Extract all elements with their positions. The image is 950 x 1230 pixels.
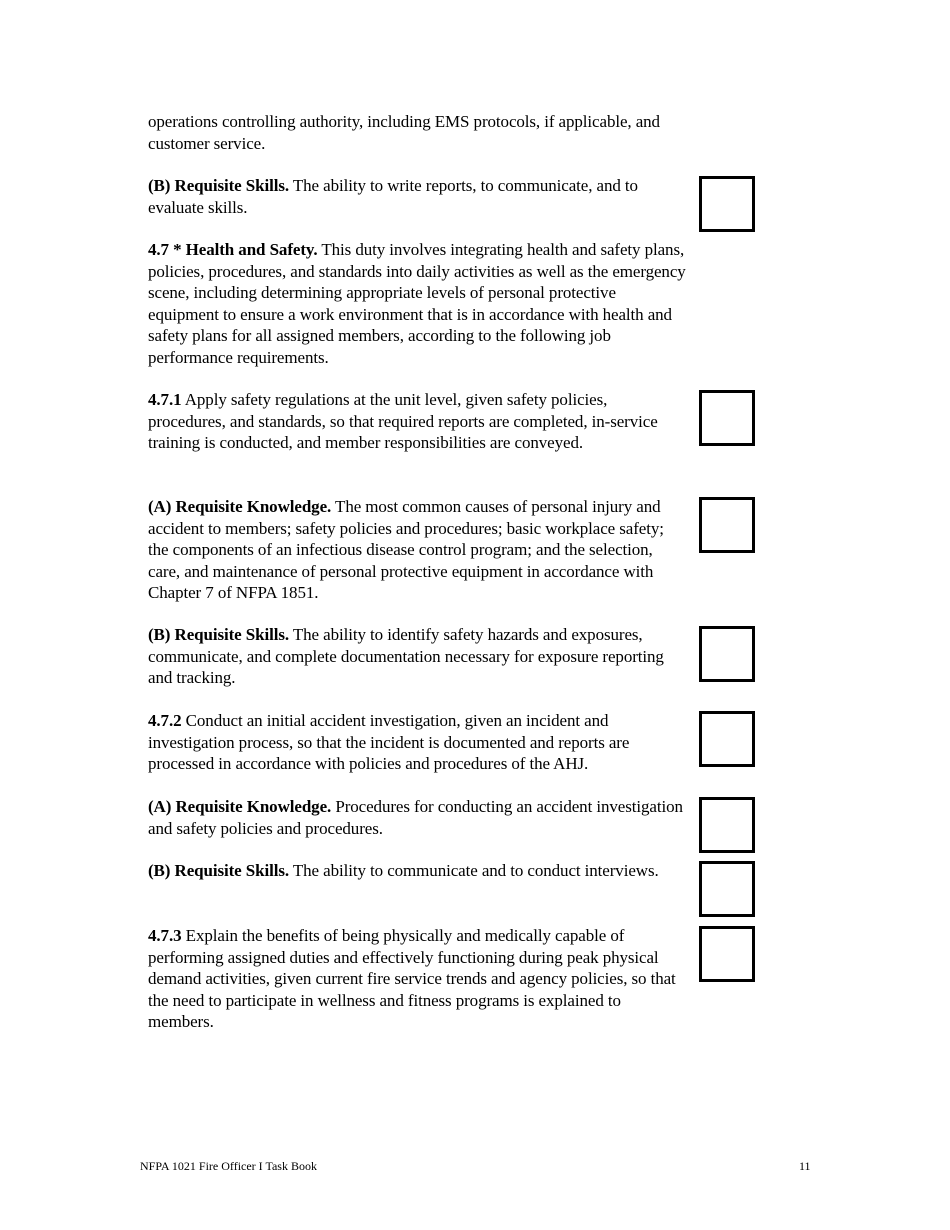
paragraph-label: 4.7.2 xyxy=(148,711,182,730)
paragraph-text: The ability to write reports, to communicate, and to evaluate skills. xyxy=(148,176,638,217)
page-number: 11 xyxy=(799,1159,811,1173)
paragraph-label: (A) Requisite Knowledge. xyxy=(148,497,332,516)
paragraph-requisite-skills-1 xyxy=(148,175,688,218)
paragraph-text: The most common causes of personal injury and accident to members; safety policies and procedures; basic workplace safety; the components of an infectious disease control program; and the selection, care, and maintenance of personal protective equipment in accordance with Chapter 7 of NFPA 1851. xyxy=(148,497,664,603)
paragraph-section-4-7-3 xyxy=(148,925,688,1033)
paragraph-label: 4.7 * Health and Safety. xyxy=(148,240,318,259)
paragraph-text: Explain the benefits of being physically and medically capable of performing assigned duties and effectively functioning during peak physical demand activities, given current fire service trends and agency policies, so that the need to participate in wellness and fitness programs is explained to members. xyxy=(148,926,676,1032)
footer-title: NFPA 1021 Fire Officer I Task Book xyxy=(140,1159,317,1173)
checkbox-requisite-skills-1[interactable] xyxy=(699,176,755,232)
paragraph-continuation xyxy=(148,111,688,154)
paragraph-text: Procedures for conducting an accident investigation and safety policies and procedures. xyxy=(148,797,683,838)
paragraph-label: 4.7.3 xyxy=(148,926,182,945)
checkbox-requisite-knowledge-2[interactable] xyxy=(699,797,755,853)
paragraph-section-4-7-1 xyxy=(148,389,688,454)
checkbox-section-4-7-2[interactable] xyxy=(699,711,755,767)
paragraph-text: This duty involves integrating health and safety plans, policies, procedures, and standards into daily activities as well as the emergency scene, including determining appropriate levels of personal protective equipment to ensure a work environment that is in accordance with health and safety plans for all assigned members, according to the following job performance requirements. xyxy=(148,240,686,367)
checkbox-section-4-7-1[interactable] xyxy=(699,390,755,446)
checkbox-section-4-7-3[interactable] xyxy=(699,926,755,982)
paragraph-label: 4.7.1 xyxy=(148,390,182,409)
paragraph-section-4-7 xyxy=(148,239,688,369)
paragraph-requisite-skills-2 xyxy=(148,624,688,689)
checkbox-requisite-knowledge-1[interactable] xyxy=(699,497,755,553)
paragraph-text: Conduct an initial accident investigation, given an incident and investigation process, so that the incident is documented and reports are processed in accordance with policies and procedures of the AHJ. xyxy=(148,711,630,774)
paragraph-text: The ability to identify safety hazards and exposures, communicate, and complete documentation necessary for exposure reporting and tracking. xyxy=(148,625,664,688)
paragraph-text: operations controlling authority, including EMS protocols, if applicable, and customer service. xyxy=(148,112,660,153)
paragraph-label: (B) Requisite Skills. xyxy=(148,625,290,644)
checkbox-requisite-skills-2[interactable] xyxy=(699,626,755,682)
paragraph-label: (B) Requisite Skills. xyxy=(148,176,290,195)
paragraph-label: (A) Requisite Knowledge. xyxy=(148,797,332,816)
checkbox-requisite-skills-3[interactable] xyxy=(699,861,755,917)
paragraph-text: The ability to communicate and to conduct interviews. xyxy=(289,861,659,880)
paragraph-section-4-7-2 xyxy=(148,710,688,775)
paragraph-requisite-skills-3 xyxy=(148,860,688,882)
paragraph-requisite-knowledge-1 xyxy=(148,496,688,604)
paragraph-requisite-knowledge-2 xyxy=(148,796,688,839)
paragraph-text: Apply safety regulations at the unit level, given safety policies, procedures, and standards, so that required reports are completed, in-service training is conducted, and member responsibilities are conveyed. xyxy=(148,390,658,453)
paragraph-label: (B) Requisite Skills. xyxy=(148,861,290,880)
